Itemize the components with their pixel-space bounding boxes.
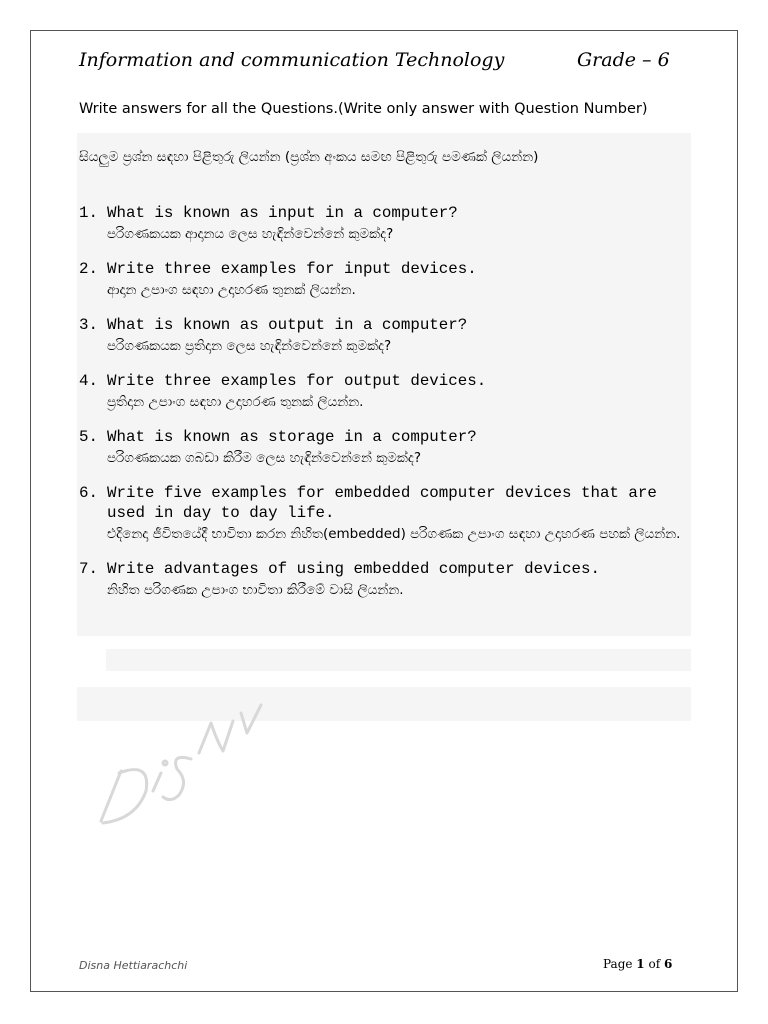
grade-label: Grade – 6 bbox=[577, 49, 670, 71]
question-sinhala: පරිගණකයක ප්‍රතිදාන ලෙස හැඳින්වෙන්නේ කුමක්ද? bbox=[107, 338, 392, 354]
question-sinhala: එදිනෙදා ජීවිතයේදී භාවිතා කරන නිහිත(embedded) පරිගණක උපාංග සඳහා උදාහරණ පහක් ලියන්න. bbox=[107, 526, 681, 542]
question-english: What is known as output in a computer? bbox=[107, 316, 468, 334]
instructions-english: Write answers for all the Questions.(Write only answer with Question Number) bbox=[79, 101, 648, 117]
question-number: 2. bbox=[79, 260, 98, 278]
question-english: Write five examples for embedded computer devices that are used in day to day life. bbox=[107, 484, 657, 522]
question-english: Write three examples for input devices. bbox=[107, 260, 477, 278]
question-sinhala: පරිගණකයක ගබඩා කිරීම ලෙස හැඳින්වෙන්නේ කුමක්ද? bbox=[107, 450, 422, 466]
question-list bbox=[79, 203, 689, 615]
page-number: Page 1 of 6 bbox=[603, 957, 673, 971]
question-number: 1. bbox=[79, 204, 98, 222]
question-item bbox=[79, 371, 689, 413]
question-english: What is known as storage in a computer? bbox=[107, 428, 477, 446]
watermark-signature bbox=[91, 641, 291, 841]
question-item bbox=[79, 203, 689, 245]
question-sinhala: ආදාන උපාංග සඳහා උදාහරණ තුනක් ලියන්න. bbox=[107, 282, 356, 298]
question-english: Write three examples for output devices. bbox=[107, 372, 487, 390]
current-page: 1 bbox=[636, 957, 645, 971]
question-number: 6. bbox=[79, 484, 98, 502]
question-number: 3. bbox=[79, 316, 98, 334]
question-number: 4. bbox=[79, 372, 98, 390]
question-item bbox=[79, 483, 689, 545]
question-number: 7. bbox=[79, 560, 98, 578]
question-sinhala: නිහිත පරිගණක උපාංග භාවිතා කිරීමේ වාසි ලියන්න. bbox=[107, 582, 404, 598]
instructions-sinhala: සියලුම ප්‍රශ්න සඳහා පිළිතුරු ලියන්න (ප්‍රශ්න අංකය සමඟ පිළිතුරු පමණක් ලියන්න) bbox=[79, 149, 539, 165]
footer-author: Disna Hettiarachchi bbox=[79, 959, 188, 972]
question-item bbox=[79, 315, 689, 357]
document-page bbox=[30, 30, 738, 992]
question-item bbox=[79, 559, 689, 601]
question-item bbox=[79, 427, 689, 469]
total-pages: 6 bbox=[663, 957, 673, 971]
question-number: 5. bbox=[79, 428, 98, 446]
document-title: Information and communication Technology bbox=[79, 49, 505, 71]
question-sinhala: ප්‍රතිදාන උපාංග සඳහා උදාහරණ තුනක් ලියන්න. bbox=[107, 394, 364, 410]
question-english: Write advantages of using embedded computer devices. bbox=[107, 560, 600, 578]
question-item bbox=[79, 259, 689, 301]
question-sinhala: පරිගණකයක ආදානය ලෙස හැඳින්වෙන්නේ කුමක්ද? bbox=[107, 226, 394, 242]
question-english: What is known as input in a computer? bbox=[107, 204, 458, 222]
